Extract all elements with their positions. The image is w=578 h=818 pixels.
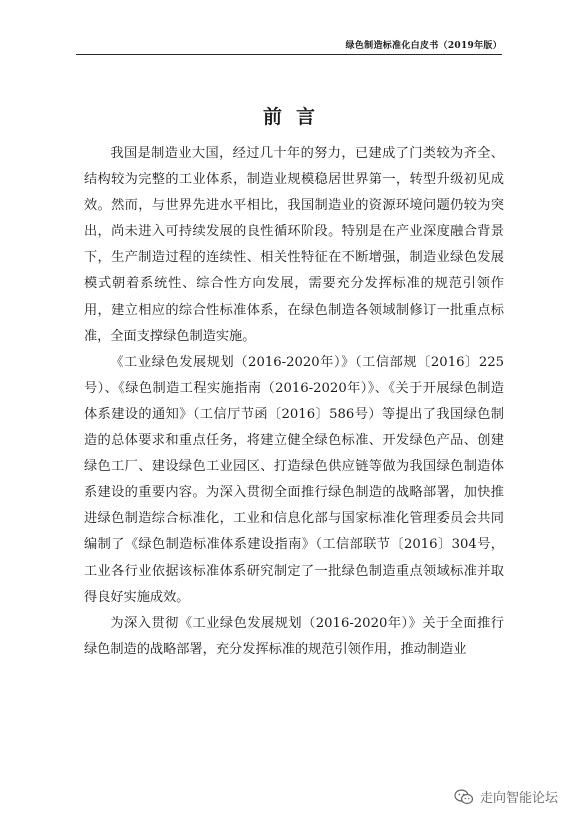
document-body: [84, 141, 504, 663]
header-title: 绿色制造标准化白皮书（2019年版）: [345, 41, 502, 51]
watermark-text: 走向智能论坛: [479, 791, 558, 806]
paragraph-2: 《工业绿色发展规划（2016-2020年）》（工信部规〔2016〕225号）、《绿色制造工程实施指南（2016-2020年）》、《关于开展绿色制造体系建设的通知》（工信厅节函〔2016〕586号）等提出了我国绿色制造的总体要求和重点任务，将建立健全绿色标准、开发绿色产品、创建绿色工厂、建设绿色工业园区、打造绿色供应链等做为我国绿色制造体系建设的重要内容。为深入贯彻全面推行绿色制造的战略部署，加快推进绿色制造综合标准化，工业和信息化部与国家标准化管理委员会共同编制了《绿色制造标准体系建设指南》（工信部联节〔2016〕304号，工业各行业依据该标准体系研究制定了一批绿色制造重点领域标准并取得良好实施成效。: [84, 354, 504, 605]
watermark: [454, 787, 558, 806]
header-rule: [76, 54, 502, 55]
page-title: 前言: [262, 106, 329, 128]
paragraph-3: 为深入贯彻《工业绿色发展规划（2016-2020年）》关于全面推行绿色制造的战略部署，充分发挥标准的规范引领作用，推动制造业: [84, 615, 504, 657]
page-header: [76, 38, 502, 56]
wechat-icon: [454, 789, 474, 805]
paragraph-1: 我国是制造业大国，经过几十年的努力，已建成了门类较为齐全、结构较为完整的工业体系，制造业规模稳居世界第一，转型升级初见成效。然而，与世界先进水平相比，我国制造业的资源环境问题仍较为突出，尚未进入可持续发展的良性循环阶段。特别是在产业深度融合背景下，生产制造过程的连续性、相关性特征在不断增强，制造业绿色发展模式朝着系统性、综合性方向发展，需要充分发挥标准的规范引领作用，建立相应的综合性标准体系，在绿色制造各领域制修订一批重点标准，全面支撑绿色制造实施。: [84, 146, 504, 344]
